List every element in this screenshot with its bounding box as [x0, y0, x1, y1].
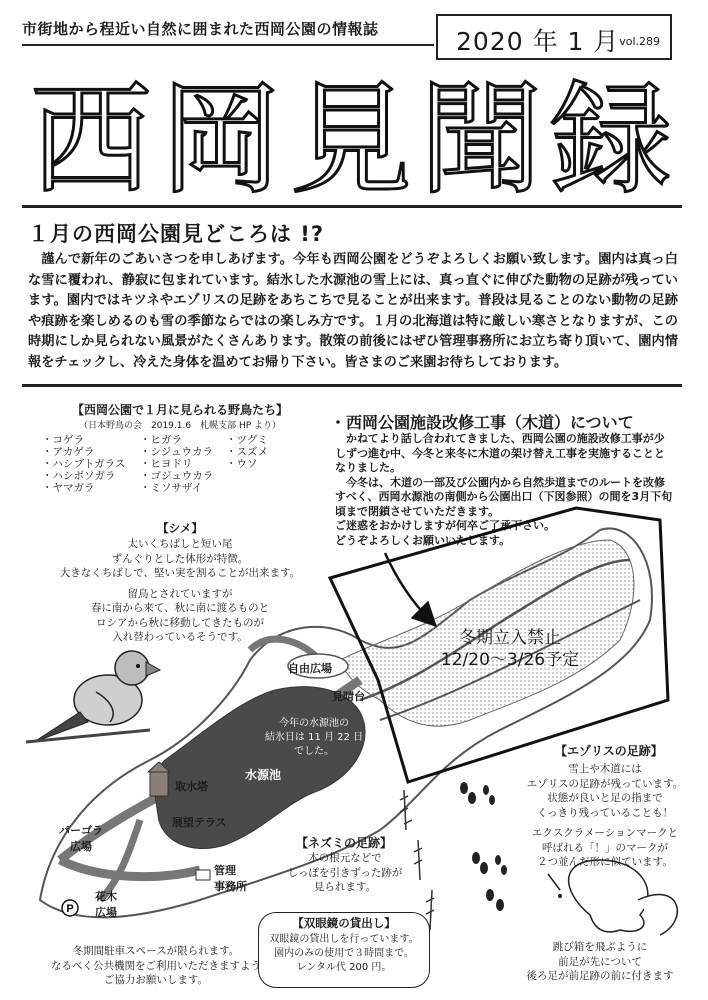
- lake-note-line: 結氷日は 11 月 22 日: [264, 732, 364, 743]
- map-label-line: 広場: [95, 906, 117, 919]
- closure-notice: [420, 627, 600, 671]
- works-paragraph: 今冬は、木道の一部及び公園内から自然歩道までのルートを改修すべく、西岡水源池の南側から公園出口（下図参照）の間を3月下旬頃まで閉鎖させていただきます。: [335, 475, 673, 518]
- map-label-jiyu: 自由広場: [288, 662, 332, 675]
- bird-name: ・ミソサザイ: [140, 482, 203, 494]
- parking-line: 冬期間駐車スペースが限られます。: [72, 945, 240, 957]
- map-label-miharashi: 見晴台: [332, 690, 365, 703]
- binoculars-body: [259, 933, 429, 975]
- bird-name: ・ヒガラ: [140, 434, 182, 446]
- feature-body: 謹んで新年のごあいさつを申しあげます。今年も西岡公園をどうぞよろしくお願い致します。園内は真っ白な雪に覆われ、静寂に包まれています。結氷した水源池の雪上には、真っ直ぐに伸びた動物の足跡が残っています。園内ではキツネやエゾリスの足跡をあちこちで見ることが出来ます。普段は見ることのない動物の足跡や痕跡を楽しめるのも雪の季節ならではの楽しみ方です。１月の北海道は特に厳しい寒さとなりますが、この時期にしか見られない風景がたくさんあります。散策の前後にはぜひ管理事務所にお立ち寄り頂いて、園内情報をチェックし、冷えた身体を温めてお帰り下さい。皆さまのご来園お待ちしております。: [28, 252, 678, 370]
- parking-line: ご協力お願いします。: [103, 974, 209, 986]
- mouse-line: しっぽを引きずった跡が: [287, 866, 403, 879]
- feature-heading: １月の西岡公園見どころは !?: [28, 222, 325, 246]
- map-label-terrace: 展望テラス: [172, 816, 227, 829]
- masthead-text: 西岡見聞録: [30, 69, 680, 202]
- mouse-body: [285, 851, 405, 895]
- closure-title: 冬期立入禁止: [459, 628, 561, 648]
- map-label-line: パーゴラ: [59, 824, 103, 837]
- jump-line: 跳び箱を飛ぶように: [552, 941, 648, 953]
- map-label-line: 管理: [214, 864, 236, 877]
- binoculars-line: 園内のみの使用で３時間まで。: [274, 948, 414, 959]
- map-label-line: 広場: [70, 840, 92, 853]
- squirrel-title: 【エゾリスの足跡】: [555, 744, 663, 758]
- map-label-hanaki: [86, 888, 126, 920]
- hawfinch-illustration: [26, 651, 160, 742]
- squirrel-line: 状態が良いと足の指まで: [547, 792, 663, 804]
- bird-name: ・シジュウカラ: [140, 446, 214, 458]
- parking-notice: [36, 944, 276, 988]
- squirrel-line: 雪上や木道には: [568, 763, 642, 775]
- birds-title: 【西岡公園で１月に見られる野鳥たち】: [71, 403, 288, 417]
- bird-name: ・ツグミ: [226, 434, 268, 446]
- sime-line: 春に南から来て、秋に南に渡るものと: [90, 602, 270, 614]
- volume-number: vol.289: [619, 35, 660, 48]
- bird-name: ・ヒヨドリ: [140, 458, 193, 470]
- closure-arrow: [385, 553, 430, 620]
- squirrel-jump-note: [500, 940, 700, 984]
- bird-name: ・アカゲラ: [42, 446, 95, 458]
- map-label-water-tower: 取水塔: [175, 780, 208, 793]
- squirrel-body: [520, 762, 690, 870]
- squirrel-line: くっきり残っていることも！: [536, 806, 674, 819]
- parking-line: なるべく公共機関をご利用いただきますよう: [51, 959, 261, 972]
- map-label-line: 事務所: [214, 880, 247, 893]
- sime-title: 【シメ】: [157, 521, 203, 535]
- issue-date: 2020 年 1 月: [456, 27, 620, 56]
- sime-line: 大きなくちばしで、堅い実を割ることが出来ます。: [59, 567, 301, 579]
- sime-line: ずんぐりとした体形が特徴。: [111, 552, 249, 565]
- lake-note-line: 今年の水源池の: [279, 718, 349, 729]
- map-label-pergola: [56, 822, 106, 854]
- works-title: ・西岡公園施設改修工事（木道）について: [330, 413, 634, 432]
- bird-name: ・ウソ: [226, 458, 258, 470]
- closure-period: 12/20～3/26予定: [440, 650, 580, 670]
- lake-note-line: でした。: [294, 746, 334, 757]
- bird-name: ・コゲラ: [42, 434, 84, 446]
- works-paragraph: ご迷惑をおかけしますが何卒ご了承下さい。: [335, 519, 555, 532]
- bird-name: ・ハシブトガラス: [42, 458, 126, 470]
- map-label-line: 花木: [95, 890, 117, 903]
- binoculars-box: [258, 912, 430, 988]
- sime-body: [30, 537, 330, 645]
- binoculars-line: 双眼鏡の貸出しを行っています。: [269, 934, 419, 945]
- mouse-line: 見られます。: [313, 881, 377, 893]
- squirrel-line: エクスクラメーションマークと: [531, 827, 679, 839]
- jump-line: 前足が先について: [558, 955, 642, 968]
- tagline: 市街地から程近い自然に囲まれた西岡公園の情報誌: [22, 20, 379, 38]
- bird-name: ・スズメ: [226, 446, 268, 458]
- mouse-title: 【ネズミの足跡】: [296, 836, 393, 850]
- lake-freeze-note: [254, 717, 374, 759]
- office-icon: [196, 870, 210, 880]
- squirrel-line: ２つ並んだ形に似ています。: [537, 856, 673, 868]
- squirrel-line: 呼ばれる「！」のマークが: [542, 841, 668, 854]
- parking-mark: P: [66, 903, 74, 915]
- squirrel-footprints: [460, 782, 507, 911]
- bird-name: ・ハシボソガラ: [42, 470, 116, 482]
- works-paragraph: どうぞよろしくお願いいたします。: [335, 533, 511, 547]
- jump-line: 後ろ足が前足跡の前に付きます: [526, 970, 674, 982]
- mouse-footprints: [400, 790, 434, 930]
- map-label-office: [214, 862, 247, 894]
- bird-name: ・ヤマガラ: [42, 482, 95, 494]
- binoculars-line: レンタル代 200 円。: [296, 962, 392, 973]
- water-tower-icon: [150, 772, 168, 796]
- squirrel-line: エゾリスの足跡が残っています。: [526, 777, 684, 790]
- squirrel-illustration: [548, 860, 677, 935]
- works-paragraph: かねてより話し合われてきました、西岡公園の施設改修工事が少しずつ進む中、今冬と来冬に木道の架け替え工事を実施することとなりました。: [335, 432, 665, 474]
- sime-line: ロシアから秋に移動してきたものが: [96, 616, 264, 629]
- bird-name: ・ゴジュウカラ: [140, 470, 214, 482]
- sime-line: 留鳥とされていますが: [127, 587, 233, 600]
- sime-line: 太いくちばしと短い尾: [127, 538, 233, 550]
- birds-source: （日本野鳥の会 2019.1.6 札幌支部 HP より）: [79, 421, 281, 431]
- sime-line: 入れ替わっているそうです。: [112, 631, 248, 643]
- mouse-line: 木の根元などで: [308, 852, 382, 864]
- map-label-reservoir: 水源池: [245, 768, 282, 782]
- binoculars-title: 【双眼鏡の貸出し】: [292, 916, 396, 930]
